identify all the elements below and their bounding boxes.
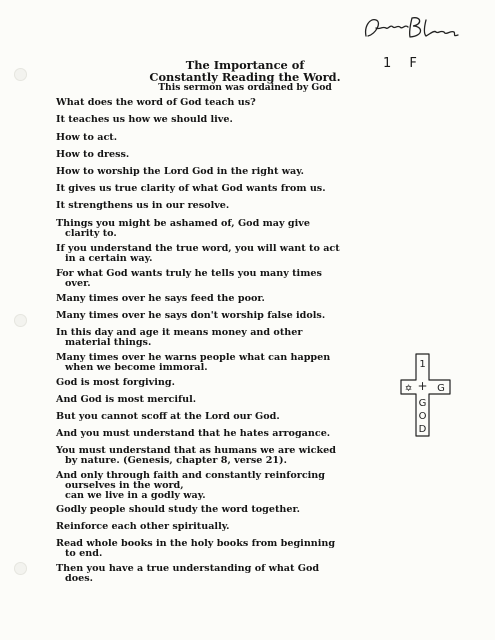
sermon-line: It gives us true clarity of what God wants from us.: [56, 183, 326, 194]
sermon-line: And God is most merciful.: [56, 394, 197, 405]
sermon-line: Then you have a true understanding of what God does.: [56, 563, 320, 584]
cross-plus: +: [417, 379, 428, 393]
sermon-title-line-1: The Importance of: [185, 58, 305, 72]
cross-word-letter: G: [418, 398, 427, 409]
sermon-subtitle: This sermon was ordained by God: [158, 82, 332, 93]
cross-number: 1: [419, 359, 426, 370]
sermon-line: It teaches us how we should live.: [56, 114, 233, 125]
sermon-line: And you must understand that he hates arrogance.: [56, 428, 331, 439]
sermon-line: It strengthens us in our resolve.: [56, 200, 230, 211]
sermon-line: God is most forgiving.: [56, 377, 175, 388]
binder-hole: [14, 68, 27, 81]
sermon-line: You must understand that as humans we are wicked by nature. (Genesis, chapter 8, verse 21).: [56, 445, 336, 466]
sermon-line: For what God wants truly he tells you many times over.: [56, 268, 322, 289]
sermon-line: How to act.: [56, 132, 118, 143]
cross-letter-g: G: [437, 383, 445, 394]
sermon-line: What does the word of God teach us?: [56, 97, 256, 108]
sermon-line: If you understand the true word, you will want to act in a certain way.: [56, 243, 340, 264]
sermon-line: Many times over he warns people what can happen when we become immoral.: [56, 352, 331, 373]
sermon-line: In this day and age it means money and other material things.: [56, 327, 303, 348]
page-number: 1 F: [383, 56, 424, 71]
sermon-line: And only through faith and constantly reinforcing ourselves in the word, can we live in a godly way.: [56, 470, 325, 501]
cross-word-letter: O: [418, 411, 427, 422]
sermon-line: Many times over he says don't worship false idols.: [56, 310, 326, 321]
binder-hole: [14, 314, 27, 327]
star-of-david-icon: ✡: [404, 384, 413, 394]
sermon-title-line-2: Constantly Reading the Word.: [149, 69, 341, 84]
cross-word-letter: D: [418, 424, 427, 435]
hand-drawn-cross: [398, 352, 454, 438]
sermon-line: Things you might be ashamed of, God may give clarity to.: [56, 218, 310, 239]
sermon-line: How to worship the Lord God in the right way.: [56, 166, 305, 177]
sermon-line: Read whole books in the holy books from beginning to end.: [56, 538, 336, 559]
sermon-line: Many times over he says feed the poor.: [56, 293, 265, 304]
binder-hole: [14, 562, 27, 575]
sermon-line: How to dress.: [56, 149, 130, 160]
handwritten-signature: [360, 12, 470, 42]
sermon-line: Reinforce each other spiritually.: [56, 521, 230, 532]
sermon-line: But you cannot scoff at the Lord our God.: [56, 411, 280, 422]
sermon-line: Godly people should study the word together.: [56, 504, 301, 515]
sermon-title-block: [60, 60, 430, 93]
